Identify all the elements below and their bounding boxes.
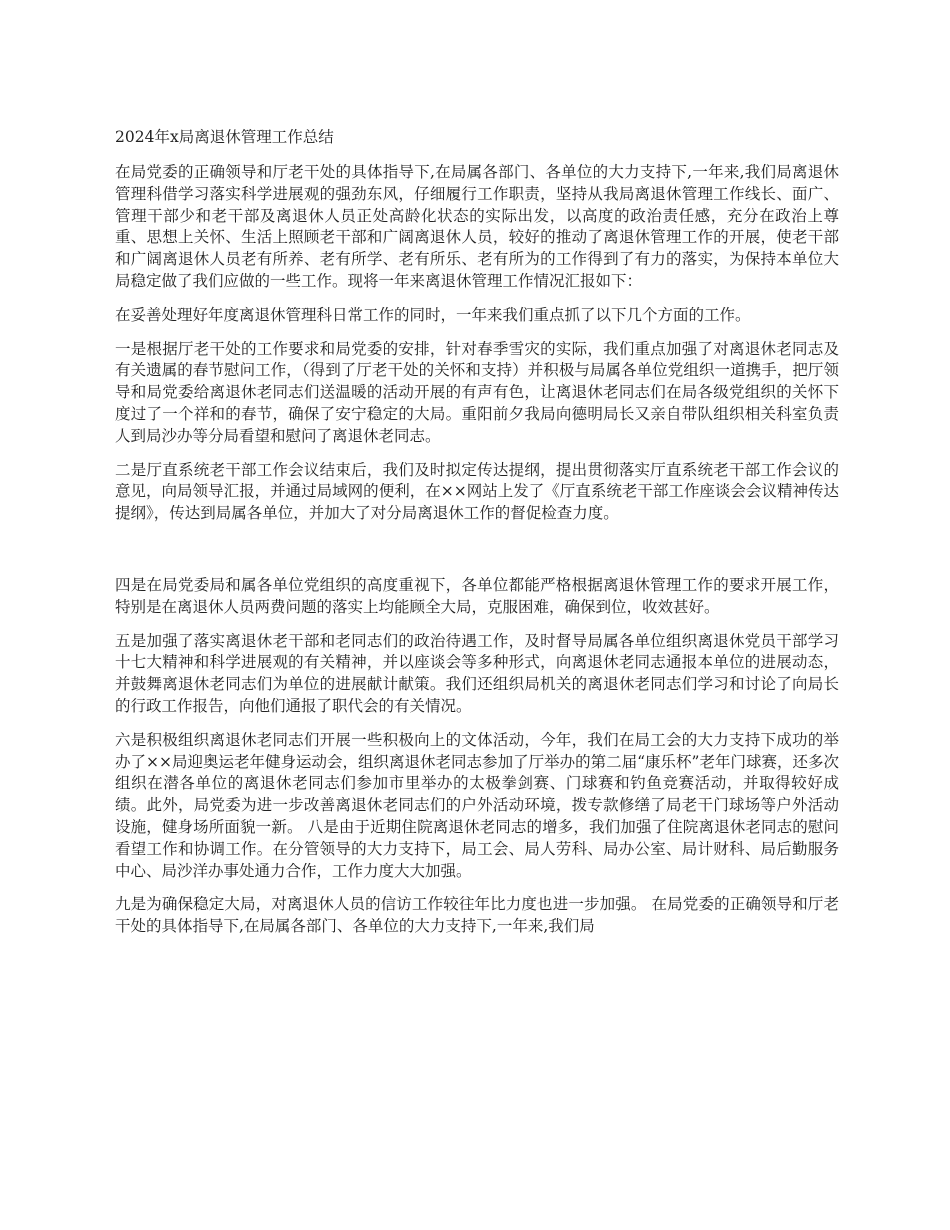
paragraph-point-one: 一是根据厅老干处的工作要求和局党委的安排，针对春季雪灾的实际，我们重点加强了对离退休老同志及有关遗属的春节慰问工作，（得到了厅老干处的关怀和支持）并积极与局属各单位党组织一道携手，把厅领导和局党委给离退休老同志们送温暖的活动开展的有声有色，让离退休老同志们在局各级党组织的关怀下度过了一个祥和的春节，确保了安宁稳定的大局。重阳前夕我局向德明局长又亲自带队组织相关科室负责人到局沙办等分局看望和慰问了离退休老同志。 (115, 339, 839, 445)
document-title: 2024年x局离退休管理工作总结 (115, 128, 334, 146)
paragraph-point-four: 四是在局党委局和属各单位党组织的高度重视下，各单位都能严格根据离退休管理工作的要求开展工作，特别是在离退休人员两费问题的落实上均能顾全大局，克服困难，确保到位，收效甚好。 (115, 575, 839, 616)
paragraph-point-six: 六是积极组织离退休老同志们开展一些积极向上的文体活动，今年，我们在局工会的大力支持下成功的举办了××局迎奥运老年健身运动会，组织离退休老同志参加了厅举办的第二届“康乐杯”老年门球赛，还多次组织在潜各单位的离退休老同志们参加市里举办的太极拳剑赛、门球赛和钓鱼竞赛活动，并取得较好成绩。此外，局党委为进一步改善离退休老同志们的户外活动环境，拨专款修缮了局老干门球场等户外活动设施，健身场所面貌一新。 八是由于近期住院离退休老同志的增多，我们加强了住院离退休老同志的慰问看望工作和协调工作。在分管领导的大力支持下，局工会、局人劳科、局办公室、局计财科、局后勤服务中心、局沙洋办事处通力合作，工作力度大大加强。 (115, 730, 839, 880)
paragraph-intro: 在局党委的正确领导和厅老干处的具体指导下,在局属各部门、各单位的大力支持下,一年来,我们局离退休管理科借学习落实科学进展观的强劲东风，仔细履行工作职责，坚持从我局离退休管理工作线长、面广、管理干部少和老干部及离退休人员正处高龄化状态的实际出发，以高度的政治责任感，充分在政治上尊重、思想上关怀、生活上照顾老干部和广阔离退休人员，较好的推动了离退休管理工作的开展，使老干部和广阔离退休人员老有所养、老有所学、老有所乐、老有所为的工作得到了有力的落实，为保持本单位大局稳定做了我们应做的一些工作。现将一年来离退休管理工作情况汇报如下： (115, 163, 839, 290)
blank-gap (115, 537, 839, 575)
paragraph-point-five: 五是加强了落实离退休老干部和老同志们的政治待遇工作，及时督导局属各单位组织离退休党员干部学习十七大精神和科学进展观的有关精神，并以座谈会等多种形式，向离退休老同志通报本单位的进展动态，并鼓舞离退休老同志们为单位的进展献计献策。我们还组织局机关的离退休老同志们学习和讨论了向局长的行政工作报告，向他们通报了职代会的有关情况。 (115, 631, 839, 715)
paragraph-point-nine: 九是为确保稳定大局，对离退休人员的信访工作较往年比力度也进一步加强。 在局党委的正确领导和厅老干处的具体指导下,在局属各部门、各单位的大力支持下,一年来,我们局 (115, 895, 839, 936)
paragraph-overview: 在妥善处理好年度离退休管理科日常工作的同时，一年来我们重点抓了以下几个方面的工作。 (115, 305, 751, 324)
document-page (115, 126, 839, 950)
paragraph-point-two: 二是厅直系统老干部工作会议结束后，我们及时拟定传达提纲，提出贯彻落实厅直系统老干部工作会议的意见，向局领导汇报，并通过局域网的便利，在××网站上发了《厅直系统老干部工作座谈会会议精神传达提纲》，传达到局属各单位，并加大了对分局离退休工作的督促检查力度。 (115, 460, 839, 523)
